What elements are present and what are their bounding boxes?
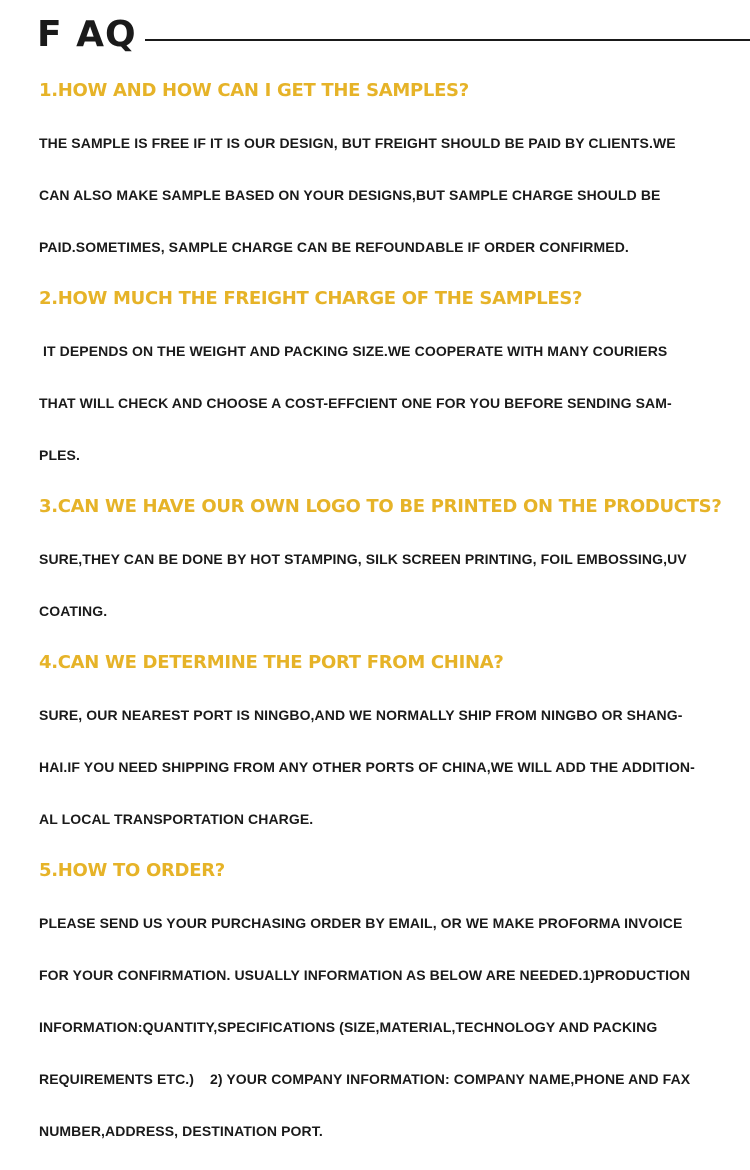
faq-answer — [39, 104, 729, 286]
answer-line: REQUIREMENTS ETC.) 2) YOUR COMPANY INFORMATION: COMPANY NAME,PHONE AND FAX — [39, 1071, 691, 1087]
faq-item-1 — [39, 78, 729, 286]
faq-answer — [39, 312, 729, 494]
answer-line: AL LOCAL TRANSPORTATION CHARGE. — [39, 811, 314, 827]
faq-question: 4.CAN WE DETERMINE THE PORT FROM CHINA? — [39, 652, 504, 673]
answer-line: FOR YOUR CONFIRMATION. USUALLY INFORMATION AS BELOW ARE NEEDED.1)PRODUCTION — [39, 967, 691, 983]
faq-answer — [39, 676, 729, 858]
faq-item-2 — [39, 286, 729, 494]
answer-line: INFORMATION:QUANTITY,SPECIFICATIONS (SIZE,MATERIAL,TECHNOLOGY AND PACKING — [39, 1019, 658, 1035]
answer-line: COATING. — [39, 603, 108, 619]
page-title: F AQ — [37, 14, 137, 55]
faq-question: 3.CAN WE HAVE OUR OWN LOGO TO BE PRINTED ON THE PRODUCTS? — [39, 496, 722, 517]
faq-answer — [39, 520, 729, 650]
faq-answer — [39, 884, 729, 1170]
faq-question: 5.HOW TO ORDER? — [39, 860, 225, 881]
faq-question: 1.HOW AND HOW CAN I GET THE SAMPLES? — [39, 80, 469, 101]
answer-line: HAI.IF YOU NEED SHIPPING FROM ANY OTHER PORTS OF CHINA,WE WILL ADD THE ADDITION- — [39, 759, 695, 775]
answer-line: NUMBER,ADDRESS, DESTINATION PORT. — [39, 1123, 323, 1139]
faq-question: 2.HOW MUCH THE FREIGHT CHARGE OF THE SAMPLES? — [39, 288, 583, 309]
answer-line: THE SAMPLE IS FREE IF IT IS OUR DESIGN, BUT FREIGHT SHOULD BE PAID BY CLIENTS.WE — [39, 135, 676, 151]
faq-list — [39, 78, 729, 1170]
faq-item-4 — [39, 650, 729, 858]
answer-line: THAT WILL CHECK AND CHOOSE A COST-EFFCIENT ONE FOR YOU BEFORE SENDING SAM- — [39, 395, 672, 411]
answer-line: IT DEPENDS ON THE WEIGHT AND PACKING SIZE.WE COOPERATE WITH MANY COURIERS — [39, 343, 668, 359]
answer-line: PLES. — [39, 447, 80, 463]
answer-line: PAID.SOMETIMES, SAMPLE CHARGE CAN BE REFOUNDABLE IF ORDER CONFIRMED. — [39, 239, 629, 255]
title-divider — [145, 39, 750, 41]
faq-header — [37, 12, 750, 58]
answer-line: PLEASE SEND US YOUR PURCHASING ORDER BY EMAIL, OR WE MAKE PROFORMA INVOICE — [39, 915, 683, 931]
faq-item-5 — [39, 858, 729, 1170]
answer-line: SURE,THEY CAN BE DONE BY HOT STAMPING, SILK SCREEN PRINTING, FOIL EMBOSSING,UV — [39, 551, 687, 567]
answer-line: SURE, OUR NEAREST PORT IS NINGBO,AND WE NORMALLY SHIP FROM NINGBO OR SHANG- — [39, 707, 683, 723]
faq-item-3 — [39, 494, 729, 650]
answer-line: CAN ALSO MAKE SAMPLE BASED ON YOUR DESIGNS,BUT SAMPLE CHARGE SHOULD BE — [39, 187, 661, 203]
